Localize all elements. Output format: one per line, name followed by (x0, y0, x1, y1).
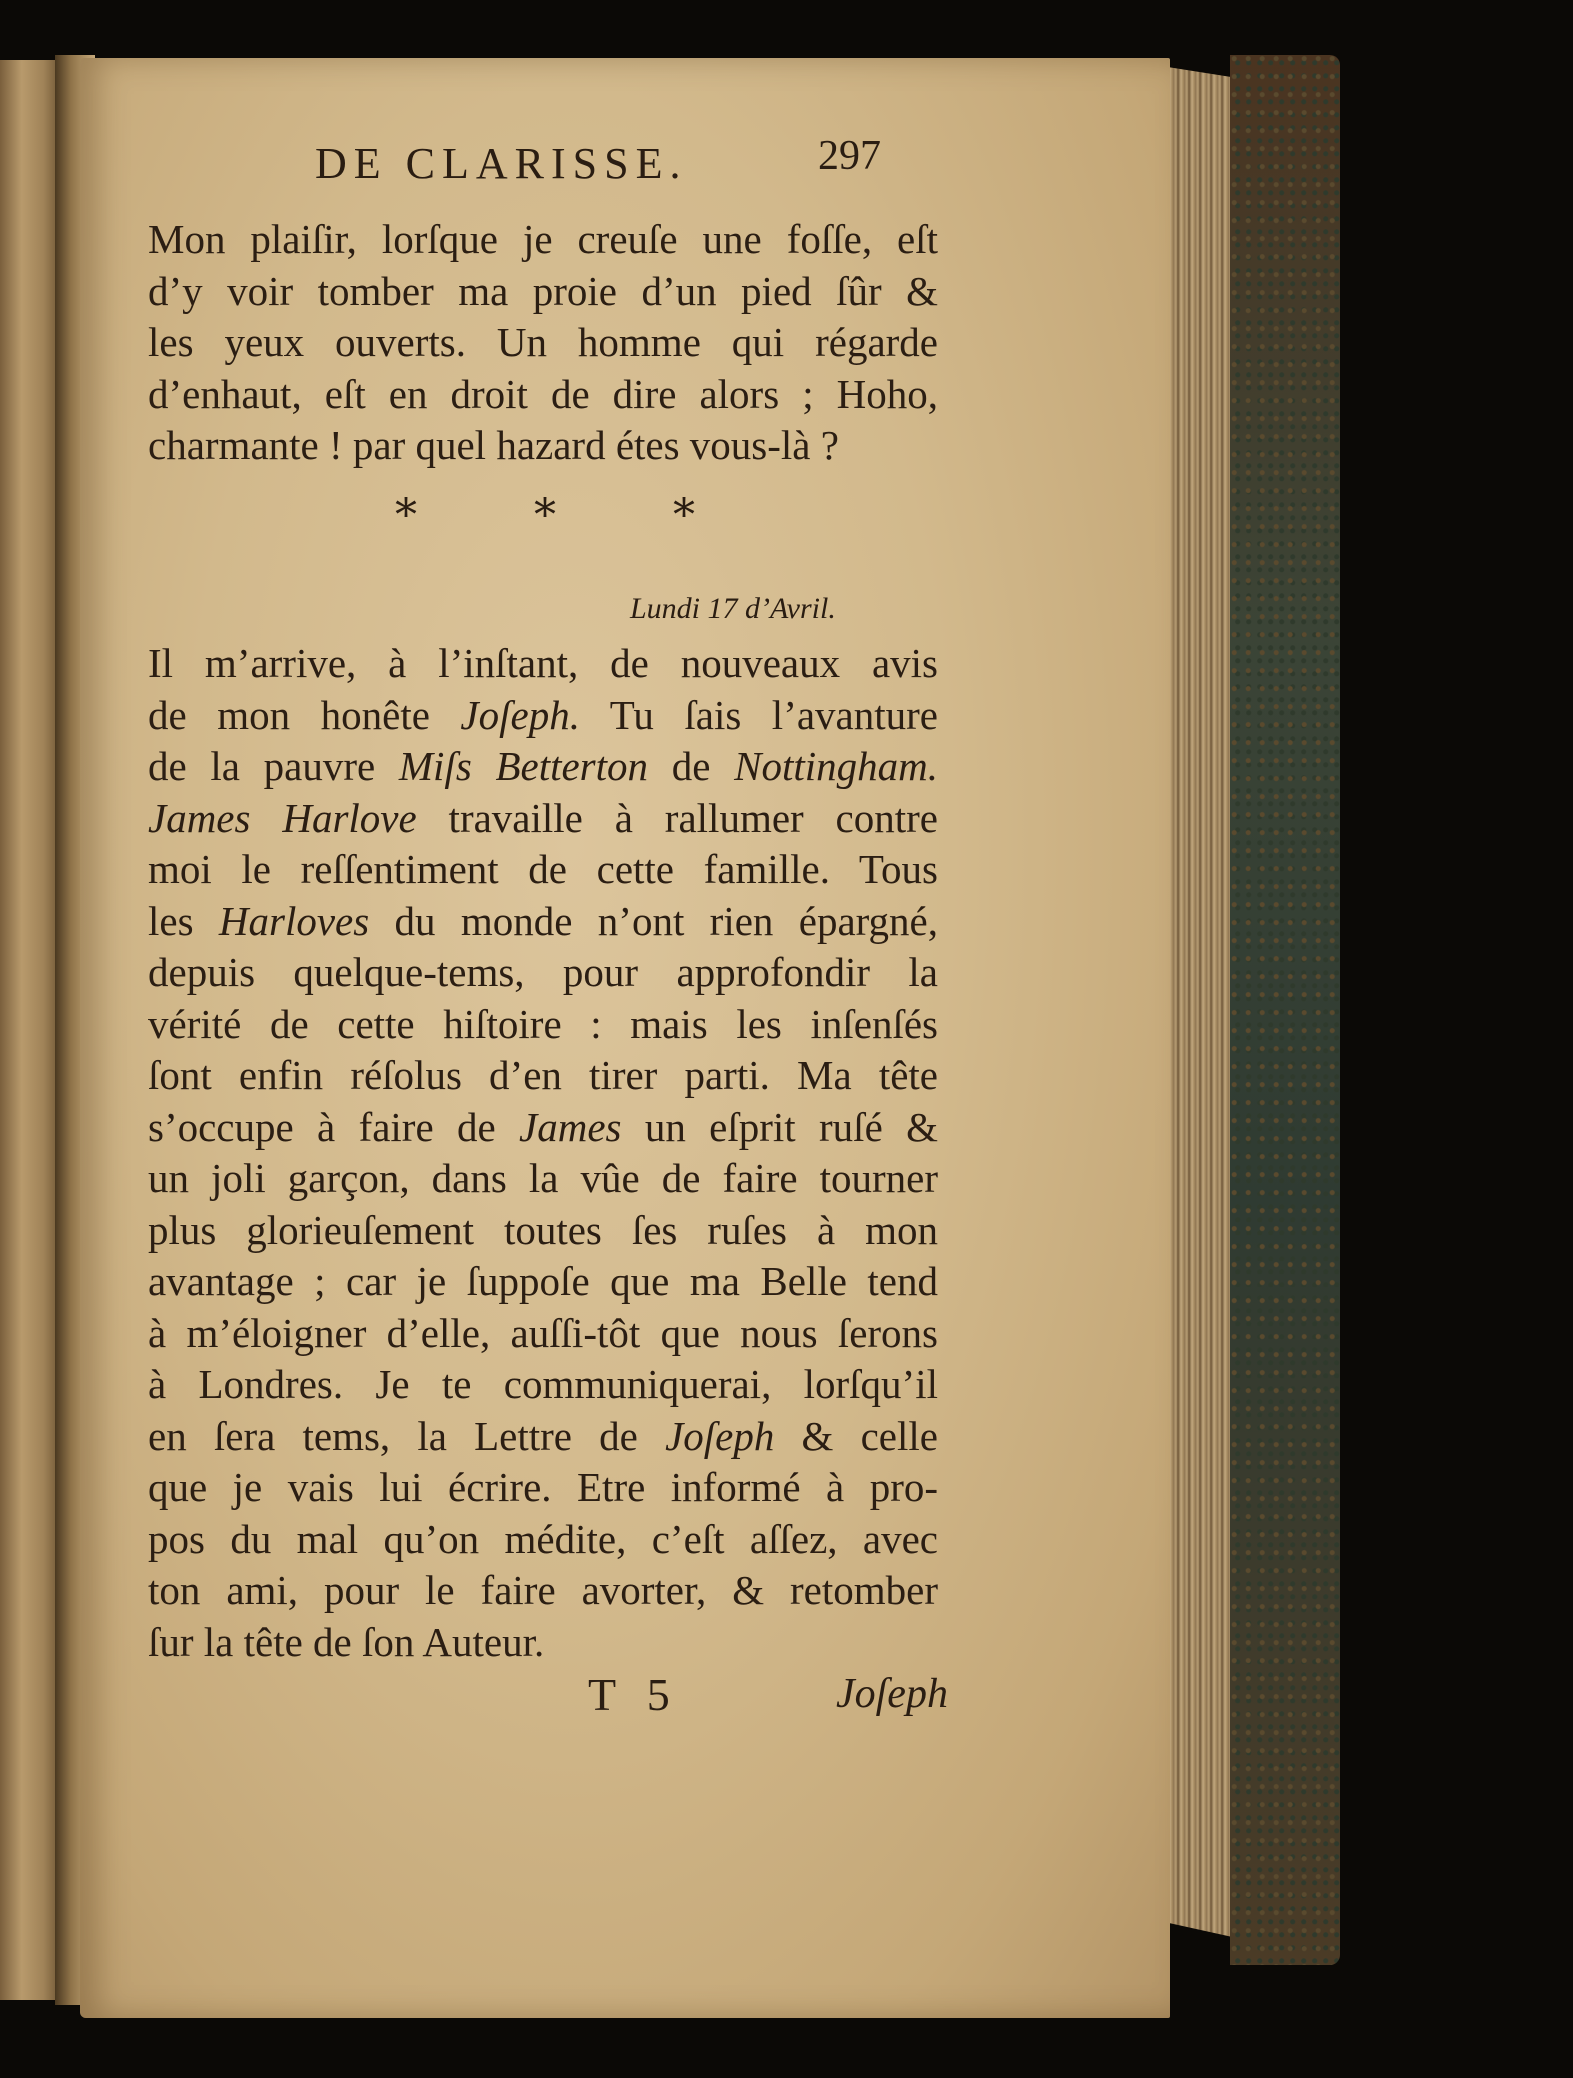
page-number: 297 (818, 133, 881, 179)
text-line (148, 741, 938, 793)
text-run: Tu ſais l’avanture (579, 691, 938, 738)
text-run: vérité de cette hiſtoire : mais les inſenſés (148, 1000, 938, 1047)
text-run: plus glorieuſement toutes ſes ruſes à mon (148, 1206, 938, 1253)
text-run: à Londres. Je te communiquerai, lorſqu’il (148, 1361, 938, 1407)
text-run: que je vais lui écrire. Etre informé à pro- (148, 1464, 938, 1510)
text-run: Il m’arrive, à l’inſtant, de nouveaux avis (148, 640, 938, 686)
text-run: un eſprit ruſé & (621, 1103, 938, 1150)
text-line (148, 999, 938, 1051)
text-line (148, 947, 938, 999)
text-line: d’enhaut, eſt en droit de dire alors ; Hoho, (148, 370, 938, 417)
star-mark: * (534, 490, 556, 541)
text-line (148, 1205, 938, 1257)
text-line (148, 1514, 938, 1566)
text-line (148, 1565, 938, 1617)
text-run: pos du mal qu’on médite, c’eſt aſſez, avec (148, 1515, 938, 1562)
italic-name: Harloves (218, 897, 370, 944)
text-line (148, 1256, 938, 1308)
text-run: de la pauvre (148, 743, 399, 789)
text-run: ſur la tête de ſon Auteur. (148, 1618, 545, 1665)
previous-page-edge (0, 60, 62, 2000)
text-run: travaille à rallumer contre (416, 794, 938, 841)
text-run: à m’éloigner d’elle, auſſi-tôt que nous ſerons (148, 1309, 938, 1356)
star-mark: * (673, 490, 695, 541)
italic-name: Joſeph (665, 1412, 775, 1459)
text-run: ſont enfin réſolus d’en tirer parti. Ma tête (148, 1052, 938, 1098)
text-line (148, 1617, 938, 1669)
text-line: Mon plaiſir, lorſque je creuſe une foſſe, eſt (148, 216, 938, 262)
text-line (148, 1411, 938, 1463)
text-line: d’y voir tomber ma proie d’un pied ſûr & (148, 267, 938, 314)
italic-name: James Harlove (148, 794, 417, 841)
text-line (148, 638, 938, 690)
star-mark: * (395, 490, 417, 541)
text-run: & celle (774, 1412, 938, 1459)
italic-name: James (519, 1103, 622, 1150)
text-line (148, 844, 938, 896)
dateline: Lundi 17 d’Avril. (630, 592, 836, 625)
text-run: un joli garçon, dans la vûe de faire tourner (148, 1155, 938, 1201)
text-line (148, 1359, 938, 1411)
text-line: les yeux ouverts. Un homme qui régarde (148, 319, 938, 365)
section-separator (395, 490, 695, 541)
running-title: DE CLARISSE. (315, 139, 688, 188)
text-line (148, 1050, 938, 1102)
text-run: avantage ; car je ſuppoſe que ma Belle tend (148, 1258, 938, 1304)
text-line (148, 1308, 938, 1360)
text-run: du monde n’ont rien épargné, (369, 897, 939, 944)
text-run: de mon honête (148, 691, 461, 738)
text-run: ton ami, pour le faire avorter, & retomber (148, 1567, 938, 1613)
text-run: s’occupe à faire de (148, 1103, 520, 1150)
paragraph-2 (148, 638, 938, 1668)
text-line (148, 896, 938, 948)
text-run: en ſera tems, la Lettre de (148, 1412, 666, 1459)
italic-name: Miſs Betterton (398, 743, 649, 789)
book-cover-marbled (1230, 55, 1340, 1965)
text-line: charmante ! par quel hazard étes vous-là ? (148, 422, 839, 468)
italic-name: Nottingham. (734, 743, 938, 789)
text-line (148, 1102, 938, 1154)
text-run: les (148, 897, 219, 944)
text-run: de (648, 743, 735, 789)
signature-mark: T 5 (588, 1669, 680, 1720)
paragraph-1 (148, 214, 938, 472)
text-line (148, 1153, 938, 1205)
italic-name: Joſeph. (460, 691, 580, 738)
catchword: Joſeph (836, 1671, 948, 1717)
text-run: moi le reſſentiment de cette famille. Tous (148, 846, 938, 892)
text-run: depuis quelque-tems, pour approfondir la (148, 949, 938, 995)
text-line (148, 1462, 938, 1514)
text-line (148, 793, 938, 845)
text-line (148, 690, 938, 742)
